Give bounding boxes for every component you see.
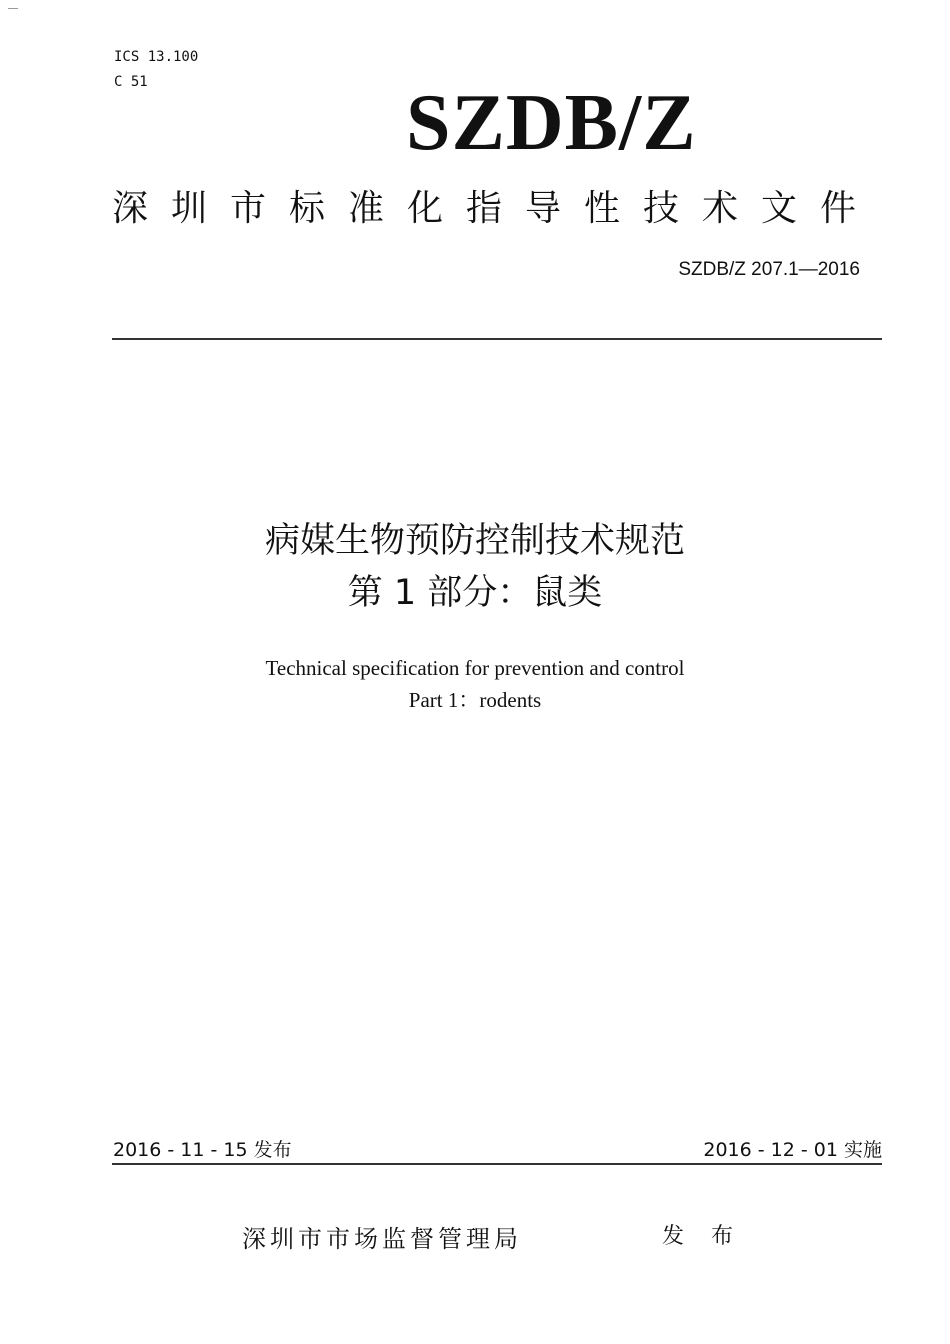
document-number: SZDB/Z 207.1—2016 [678, 259, 860, 280]
issuing-authority: 深圳市市场监督管理局 [242, 1225, 522, 1253]
ics-code: ICS 13.100 [114, 49, 199, 65]
document-type-heading: 深圳市标准化指导性技术文件 [112, 188, 880, 229]
standard-series-mark: SZDB/Z [406, 79, 697, 167]
chinese-title-line-2: 第 1 部分：鼠类 [347, 573, 603, 613]
corner-mark [8, 8, 18, 9]
issue-date: 2016 - 11 - 15 发布 [113, 1139, 292, 1161]
english-title [0, 652, 950, 716]
implementation-date: 2016 - 12 - 01 实施 [703, 1139, 882, 1161]
english-title-line-2: Part 1：rodents [408, 688, 542, 712]
issue-label: 发 布 [662, 1224, 743, 1249]
chinese-title-line-1: 病媒生物预防控制技术规范 [264, 521, 685, 561]
bottom-divider [112, 1163, 882, 1165]
chinese-title [0, 515, 950, 619]
english-title-line-1: Technical specification for prevention and control [265, 656, 685, 680]
top-divider [112, 338, 882, 340]
ccs-code: C 51 [114, 74, 148, 90]
